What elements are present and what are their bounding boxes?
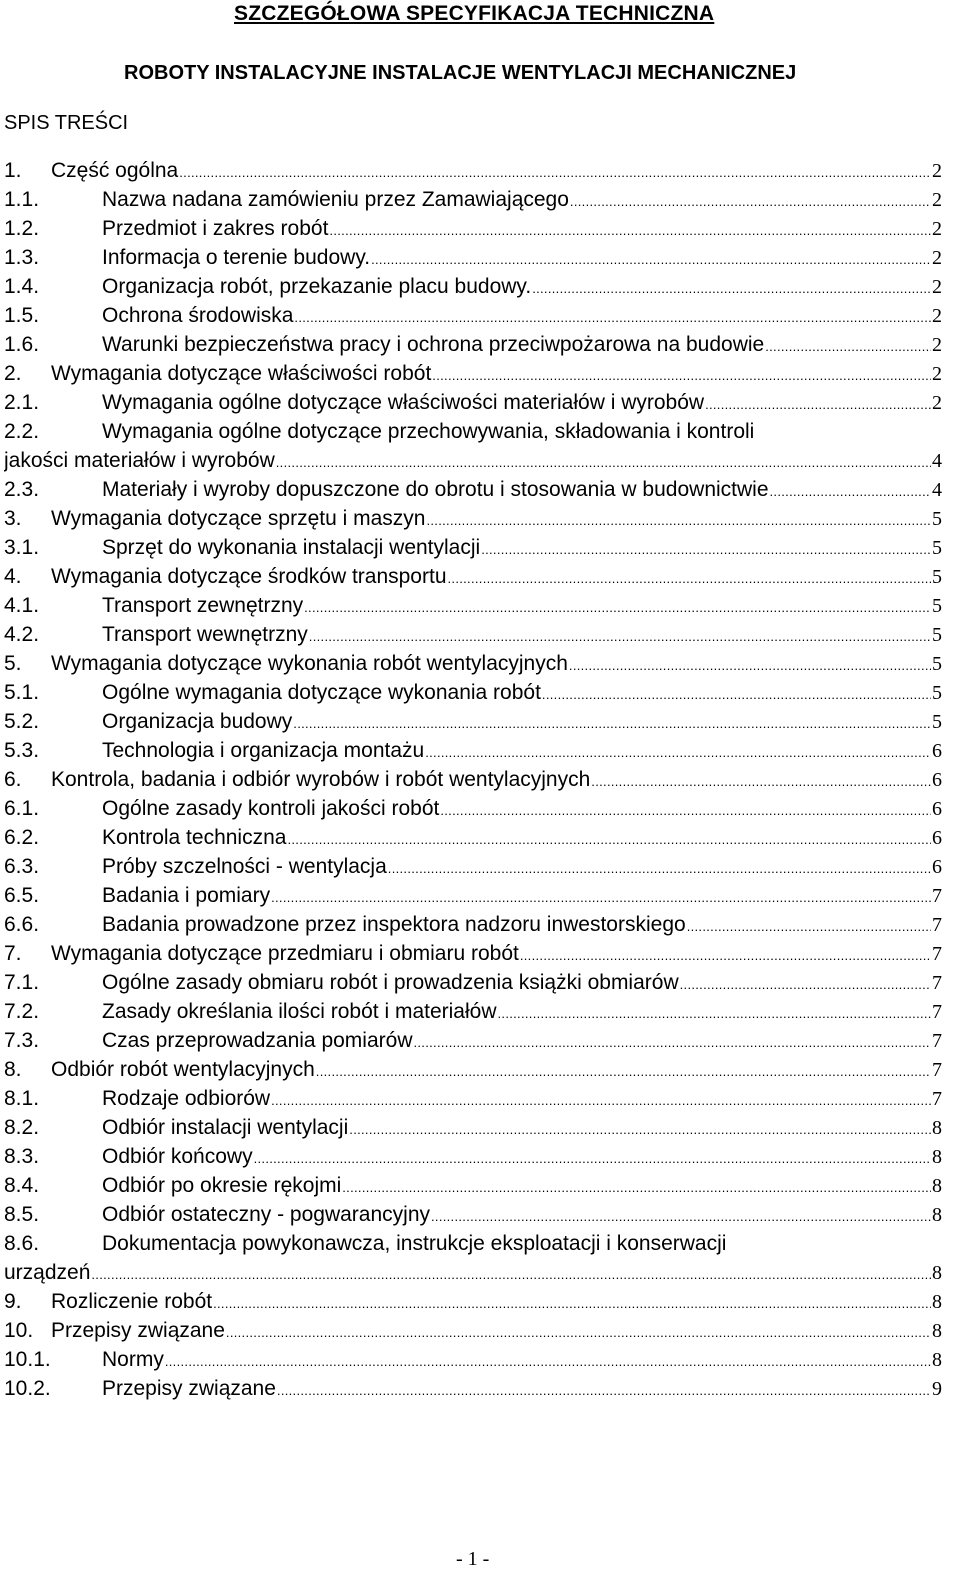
toc-entry-page: 5 — [932, 653, 942, 675]
toc-entry-page: 5 — [932, 624, 942, 646]
toc-entry-page: 2 — [932, 334, 942, 356]
toc-entry[interactable] — [4, 475, 942, 504]
toc-entry[interactable] — [4, 939, 942, 968]
toc-entry-leader-dots — [294, 303, 931, 330]
toc-entry[interactable] — [4, 243, 942, 272]
toc-entry[interactable] — [4, 852, 942, 881]
toc-entry-number: 5.2. — [4, 710, 40, 733]
toc-entry-number: 8.3. — [4, 1145, 40, 1168]
toc-entry-number: 1.5. — [4, 304, 40, 327]
toc-entry-leader-dots — [591, 767, 931, 794]
toc-entry-label: Transport zewnętrzny — [102, 594, 304, 617]
toc-entry-label: Organizacja robót, przekazanie placu budowy. — [102, 275, 532, 298]
toc-entry-number: 2. — [4, 362, 22, 385]
toc-entry-page: 5 — [932, 682, 942, 704]
toc-entry-label: Nazwa nadana zamówieniu przez Zamawiającego — [102, 188, 569, 211]
toc-entry-leader-dots — [542, 680, 931, 707]
toc-entry-label: Materiały i wyroby dopuszczone do obrotu i stosowania w budownictwie — [102, 478, 769, 501]
toc-entry-leader-dots — [481, 535, 931, 562]
toc-entry-page: 2 — [932, 276, 942, 298]
toc-entry-label: Odbiór po okresie rękojmi — [102, 1174, 342, 1197]
toc-entry-leader-dots — [498, 999, 932, 1026]
toc-entry-leader-dots — [304, 593, 931, 620]
toc-entry-number: 10. — [4, 1319, 34, 1342]
toc-entry[interactable] — [4, 591, 942, 620]
toc-entry-page: 2 — [932, 392, 942, 414]
toc-entry[interactable] — [4, 649, 942, 678]
toc-entry-page: 8 — [932, 1349, 942, 1371]
toc-entry[interactable] — [4, 504, 942, 533]
toc-entry-leader-dots — [687, 912, 931, 939]
toc-entry[interactable] — [4, 881, 942, 910]
toc-entry[interactable] — [4, 910, 942, 939]
toc-entry[interactable] — [4, 1142, 942, 1171]
toc-entry-label: Przedmiot i zakres robót — [102, 217, 329, 240]
toc-entry-number: 6.6. — [4, 913, 40, 936]
toc-entry-number: 8.2. — [4, 1116, 40, 1139]
toc-entry-label: Technologia i organizacja montażu — [102, 739, 425, 762]
toc-entry-page: 6 — [932, 740, 942, 762]
toc-entry-page: 7 — [932, 1030, 942, 1052]
toc-entry-leader-dots — [705, 390, 931, 417]
toc-entry-label: Organizacja budowy — [102, 710, 293, 733]
toc-entry-number: 8.6. — [4, 1232, 40, 1255]
toc-entry-number: 6. — [4, 768, 22, 791]
toc-entry-number: 7. — [4, 942, 22, 965]
toc-entry-number: 8.4. — [4, 1174, 40, 1197]
document-subtitle: ROBOTY INSTALACYJNE INSTALACJE WENTYLACJI MECHANICZNEJ — [124, 62, 797, 84]
toc-entry[interactable] — [4, 1287, 942, 1316]
toc-entry-leader-dots — [271, 1086, 931, 1113]
toc-entry-page: 5 — [932, 566, 942, 588]
toc-entry-leader-dots — [520, 941, 931, 968]
toc-entry-number: 3. — [4, 507, 22, 530]
toc-entry-label: Próby szczelności - wentylacja — [102, 855, 387, 878]
toc-entry-label: Odbiór ostateczny - pogwarancyjny — [102, 1203, 430, 1226]
toc-entry[interactable] — [4, 533, 942, 562]
toc-entry-label: Warunki bezpieczeństwa pracy i ochrona przeciwpożarowa na budowie — [102, 333, 765, 356]
toc-entry-page: 2 — [932, 218, 942, 240]
toc-entry-leader-dots — [413, 1028, 931, 1055]
toc-entry-page: 6 — [932, 856, 942, 878]
toc-entry-page: 8 — [932, 1204, 942, 1226]
toc-entry[interactable] — [4, 1345, 942, 1374]
toc-entry[interactable] — [4, 968, 942, 997]
toc-entry-page: 7 — [932, 914, 942, 936]
toc-entry[interactable] — [4, 330, 942, 359]
toc-entry[interactable] — [4, 707, 942, 736]
toc-entry[interactable] — [4, 359, 942, 388]
toc-entry-label: Wymagania dotyczące wykonania robót wentylacyjnych — [51, 652, 568, 675]
toc-entry[interactable] — [4, 620, 942, 649]
toc-entry-number: 1.3. — [4, 246, 40, 269]
toc-entry-label: Informacja o terenie budowy. — [102, 246, 371, 269]
toc-entry-number: 8. — [4, 1058, 22, 1081]
toc-entry[interactable] — [4, 765, 942, 794]
toc-entry-number: 1.6. — [4, 333, 40, 356]
toc-entry-leader-dots — [371, 245, 931, 272]
toc-entry-label-continued: urządzeń — [4, 1261, 91, 1284]
toc-entry-number: 6.2. — [4, 826, 40, 849]
toc-entry-number: 1.2. — [4, 217, 40, 240]
toc-entry-number: 5.3. — [4, 739, 40, 762]
toc-entry-page: 8 — [932, 1262, 942, 1284]
toc-entry-leader-dots — [349, 1115, 931, 1142]
table-of-contents — [4, 156, 942, 1403]
toc-entry-page: 6 — [932, 769, 942, 791]
toc-entry-page: 2 — [932, 160, 942, 182]
toc-entry-leader-dots — [226, 1318, 931, 1345]
toc-entry-number: 2.2. — [4, 420, 40, 443]
toc-entry[interactable] — [4, 156, 942, 185]
toc-entry-leader-dots — [293, 709, 931, 736]
toc-entry-label: Kontrola techniczna — [102, 826, 287, 849]
toc-entry-page: 7 — [932, 885, 942, 907]
toc-entry-label: Wymagania dotyczące przedmiaru i obmiaru robót — [51, 942, 519, 965]
toc-entry-page: 5 — [932, 595, 942, 617]
toc-entry-leader-dots — [532, 274, 931, 301]
toc-entry-page: 6 — [932, 798, 942, 820]
toc-entry-label: Wymagania ogólne dotyczące właściwości materiałów i wyrobów — [102, 391, 705, 414]
toc-entry-leader-dots — [431, 1202, 931, 1229]
toc-entry-leader-dots — [342, 1173, 931, 1200]
toc-entry-leader-dots — [91, 1260, 931, 1287]
toc-entry-label: Badania i pomiary — [102, 884, 271, 907]
toc-entry-label: Rozliczenie robót — [51, 1290, 213, 1313]
toc-entry-leader-dots — [432, 361, 931, 388]
toc-entry-number: 4.2. — [4, 623, 40, 646]
toc-entry-page: 8 — [932, 1117, 942, 1139]
toc-entry-page: 5 — [932, 508, 942, 530]
toc-entry[interactable] — [4, 214, 942, 243]
toc-entry-number: 4. — [4, 565, 22, 588]
toc-entry[interactable] — [4, 301, 942, 330]
toc-entry[interactable] — [4, 794, 942, 823]
toc-entry-page: 2 — [932, 189, 942, 211]
toc-entry[interactable] — [4, 736, 942, 765]
toc-entry-label: Normy — [102, 1348, 164, 1371]
toc-entry[interactable] — [4, 1084, 942, 1113]
toc-entry-page: 8 — [932, 1146, 942, 1168]
toc-entry-leader-dots — [213, 1289, 931, 1316]
toc-entry-number: 7.3. — [4, 1029, 40, 1052]
toc-entry-label: Wymagania dotyczące sprzętu i maszyn — [51, 507, 426, 530]
toc-entry-page: 6 — [932, 827, 942, 849]
toc-entry-leader-dots — [277, 1376, 931, 1403]
toc-entry[interactable] — [4, 417, 942, 475]
toc-entry-number: 9. — [4, 1290, 22, 1313]
toc-entry[interactable] — [4, 1200, 942, 1229]
toc-entry-page: 7 — [932, 1001, 942, 1023]
document-title: SZCZEGÓŁOWA SPECYFIKACJA TECHNICZNA — [234, 2, 715, 25]
toc-entry-leader-dots — [276, 448, 931, 475]
toc-entry-number: 1.4. — [4, 275, 40, 298]
toc-entry-leader-dots — [329, 216, 931, 243]
page-number-footer: - 1 - — [456, 1548, 490, 1570]
toc-entry-label: Czas przeprowadzania pomiarów — [102, 1029, 413, 1052]
toc-entry-number: 3.1. — [4, 536, 40, 559]
toc-entry-label: Wymagania ogólne dotyczące przechowywania, składowania i kontroli — [102, 420, 755, 443]
toc-entry-leader-dots — [388, 854, 931, 881]
toc-entry-number: 7.1. — [4, 971, 40, 994]
toc-entry[interactable] — [4, 272, 942, 301]
toc-entry[interactable] — [4, 1171, 942, 1200]
toc-entry[interactable] — [4, 678, 942, 707]
toc-entry-number: 1.1. — [4, 188, 40, 211]
toc-entry-leader-dots — [765, 332, 931, 359]
toc-entry-page: 4 — [932, 479, 942, 501]
toc-entry-leader-dots — [179, 158, 931, 185]
toc-entry-number: 1. — [4, 159, 22, 182]
toc-entry-leader-dots — [680, 970, 931, 997]
toc-entry-leader-dots — [316, 1057, 931, 1084]
toc-entry-label: Odbiór robót wentylacyjnych — [51, 1058, 315, 1081]
toc-entry-number: 5. — [4, 652, 22, 675]
toc-entry-number: 8.1. — [4, 1087, 40, 1110]
toc-entry-leader-dots — [426, 506, 931, 533]
toc-entry-page: 7 — [932, 972, 942, 994]
toc-entry-page: 5 — [932, 711, 942, 733]
toc-entry-page: 2 — [932, 363, 942, 385]
toc-entry-page: 5 — [932, 537, 942, 559]
toc-entry[interactable] — [4, 185, 942, 214]
toc-entry-page: 9 — [932, 1378, 942, 1400]
toc-entry-leader-dots — [271, 883, 931, 910]
toc-entry-leader-dots — [165, 1347, 931, 1374]
toc-entry-number: 2.1. — [4, 391, 40, 414]
toc-entry-leader-dots — [569, 651, 931, 678]
toc-entry-label: Wymagania dotyczące właściwości robót — [51, 362, 432, 385]
toc-entry-number: 4.1. — [4, 594, 40, 617]
toc-entry-label: Transport wewnętrzny — [102, 623, 308, 646]
toc-entry-leader-dots — [309, 622, 931, 649]
toc-entry-leader-dots — [254, 1144, 931, 1171]
toc-entry-label: Część ogólna — [51, 159, 179, 182]
toc-entry[interactable] — [4, 1113, 942, 1142]
toc-entry-label: Odbiór instalacji wentylacji — [102, 1116, 349, 1139]
toc-entry-label: Przepisy związane — [51, 1319, 225, 1342]
toc-entry[interactable] — [4, 562, 942, 591]
toc-entry-number: 6.1. — [4, 797, 40, 820]
toc-entry-label: Odbiór końcowy — [102, 1145, 253, 1168]
toc-entry-leader-dots — [448, 564, 932, 591]
toc-entry-number: 10.2. — [4, 1377, 51, 1400]
toc-entry[interactable] — [4, 388, 942, 417]
toc-entry-label: Wymagania dotyczące środków transportu — [51, 565, 447, 588]
toc-entry-number: 2.3. — [4, 478, 40, 501]
toc-entry-label: Sprzęt do wykonania instalacji wentylacji — [102, 536, 481, 559]
toc-entry-page: 4 — [932, 450, 942, 472]
toc-entry-label: Badania prowadzone przez inspektora nadzoru inwestorskiego — [102, 913, 686, 936]
toc-entry-leader-dots — [770, 477, 931, 504]
toc-entry[interactable] — [4, 1229, 942, 1287]
toc-heading: SPIS TREŚCI — [4, 112, 129, 134]
toc-entry-label-continued: jakości materiałów i wyrobów — [4, 449, 275, 472]
toc-entry-page: 2 — [932, 305, 942, 327]
toc-entry-leader-dots — [570, 187, 931, 214]
toc-entry-label: Ogólne zasady obmiaru robót i prowadzenia książki obmiarów — [102, 971, 679, 994]
toc-entry-label: Dokumentacja powykonawcza, instrukcje eksploatacji i konserwacji — [102, 1232, 727, 1255]
toc-entry[interactable] — [4, 1316, 942, 1345]
toc-entry-number: 5.1. — [4, 681, 40, 704]
toc-entry-label: Przepisy związane — [102, 1377, 276, 1400]
toc-entry-page: 8 — [932, 1291, 942, 1313]
toc-entry-leader-dots — [425, 738, 931, 765]
toc-entry[interactable] — [4, 1374, 942, 1403]
toc-entry-page: 8 — [932, 1175, 942, 1197]
toc-entry[interactable] — [4, 1055, 942, 1084]
toc-entry[interactable] — [4, 997, 942, 1026]
toc-entry-label: Ochrona środowiska — [102, 304, 294, 327]
toc-entry-page: 7 — [932, 1088, 942, 1110]
toc-entry-label: Ogólne wymagania dotyczące wykonania robót — [102, 681, 541, 704]
toc-entry-label: Ogólne zasady kontroli jakości robót — [102, 797, 440, 820]
toc-entry-leader-dots — [440, 796, 931, 823]
toc-entry-label: Rodzaje odbiorów — [102, 1087, 271, 1110]
toc-entry-page: 8 — [932, 1320, 942, 1342]
toc-entry-leader-dots — [287, 825, 931, 852]
toc-entry-number: 6.5. — [4, 884, 40, 907]
toc-entry-page: 2 — [932, 247, 942, 269]
toc-entry-number: 6.3. — [4, 855, 40, 878]
toc-entry-number: 7.2. — [4, 1000, 40, 1023]
toc-entry-page: 7 — [932, 943, 942, 965]
toc-entry-number: 8.5. — [4, 1203, 40, 1226]
toc-entry-label: Zasady określania ilości robót i materiałów — [102, 1000, 497, 1023]
toc-entry-number: 10.1. — [4, 1348, 51, 1371]
toc-entry-page: 7 — [932, 1059, 942, 1081]
toc-entry[interactable] — [4, 1026, 942, 1055]
toc-entry[interactable] — [4, 823, 942, 852]
toc-entry-label: Kontrola, badania i odbiór wyrobów i robót wentylacyjnych — [51, 768, 591, 791]
